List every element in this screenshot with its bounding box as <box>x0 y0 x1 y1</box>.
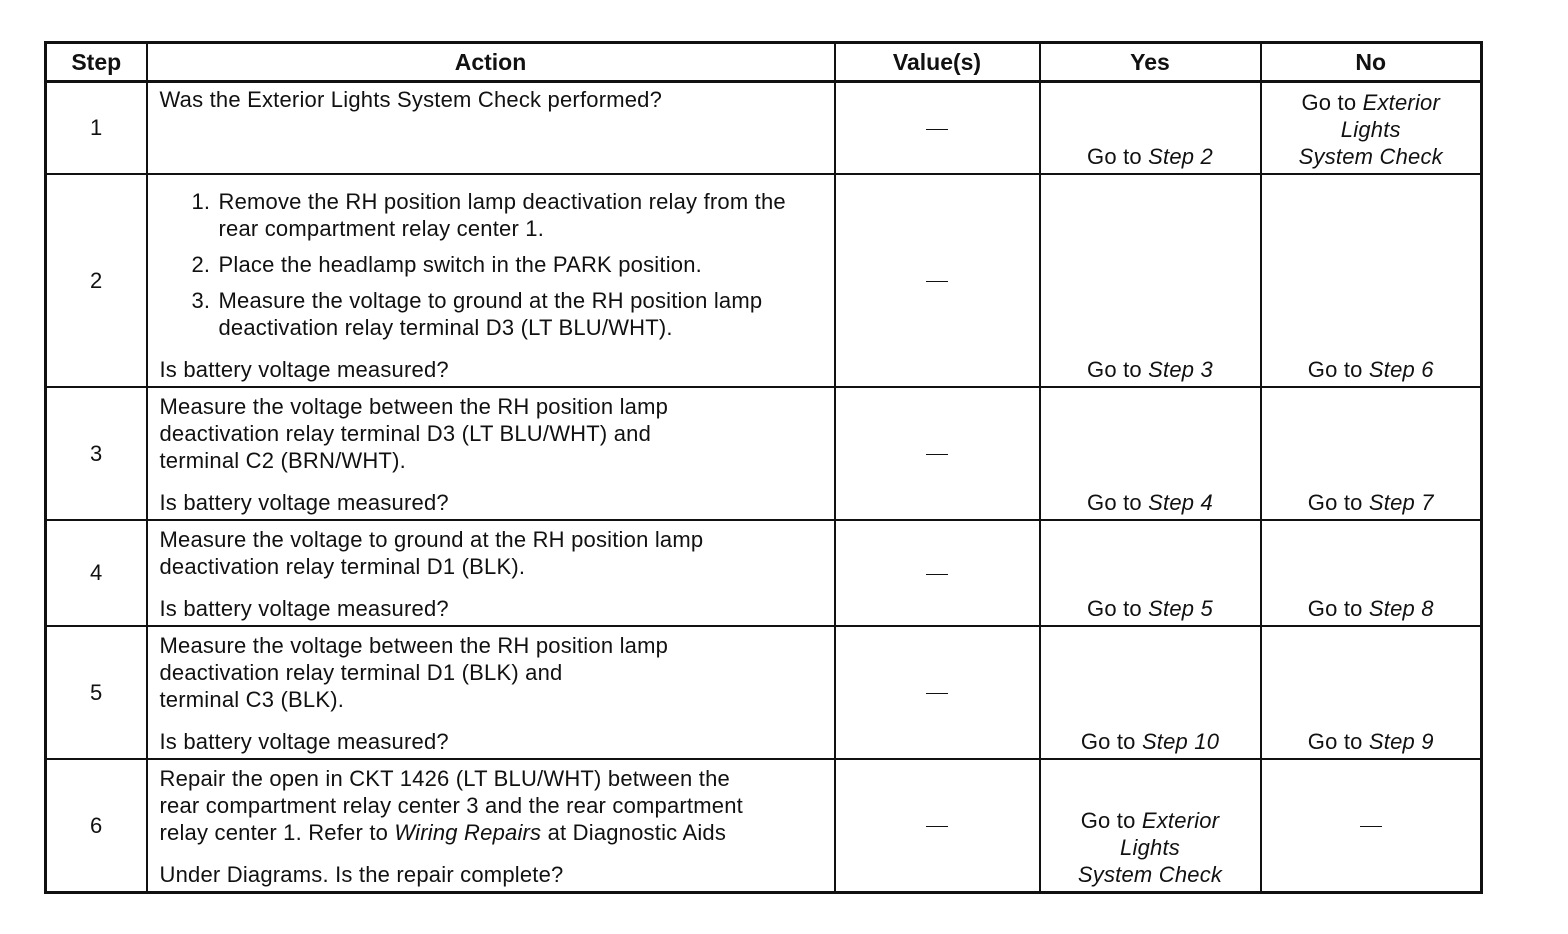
action-cell <box>147 759 835 893</box>
header-action: Action <box>147 43 835 82</box>
no-goto-target-line2[interactable]: Lights <box>1340 116 1401 142</box>
action-text-line: deactivation relay terminal D3 (LT BLU/WHT) and <box>159 420 652 446</box>
value-cell <box>835 520 1040 626</box>
step-number: 3 <box>46 387 147 520</box>
no-cell <box>1261 520 1482 626</box>
table-row-step-3 <box>46 387 1482 520</box>
action-text-fragment: at Diagnostic Aids <box>547 819 727 845</box>
table-row-step-4 <box>46 520 1482 626</box>
action-cell <box>147 82 835 174</box>
yes-cell <box>1040 626 1261 759</box>
action-cell <box>147 387 835 520</box>
em-dash <box>926 281 948 282</box>
value-cell <box>835 626 1040 759</box>
yes-cell <box>1040 82 1261 174</box>
em-dash <box>926 129 948 130</box>
yes-goto-prefix: Go to <box>1087 143 1142 169</box>
action-text-line: deactivation relay terminal D1 (BLK). <box>159 553 526 579</box>
header-step: Step <box>46 43 147 82</box>
value-cell <box>835 759 1040 893</box>
action-cell <box>147 626 835 759</box>
wiring-repairs-link[interactable]: Wiring Repairs <box>394 819 542 845</box>
no-goto-prefix: Go to <box>1307 489 1363 515</box>
step-number: 6 <box>46 759 147 893</box>
action-question: Is battery voltage measured? <box>159 356 449 382</box>
action-step-item: 2. Place the headlamp switch in the PARK position. <box>217 251 824 278</box>
yes-goto-target[interactable]: Step 5 <box>1148 595 1213 621</box>
action-text-line: rear compartment relay center 3 and the rear compartment <box>159 792 743 818</box>
em-dash <box>1360 826 1382 827</box>
yes-goto-target-line1[interactable]: Exterior <box>1141 807 1220 833</box>
action-text-line: Repair the open in CKT 1426 (LT BLU/WHT) between the <box>159 765 730 791</box>
action-text-line: terminal C3 (BLK). <box>159 686 345 712</box>
table-row-step-2 <box>46 174 1482 387</box>
yes-goto-prefix: Go to <box>1087 595 1142 621</box>
no-goto-prefix: Go to <box>1307 356 1363 382</box>
action-question: Is battery voltage measured? <box>159 728 449 754</box>
action-text-fragment: relay center 1. Refer to <box>159 819 389 845</box>
table-row-step-6 <box>46 759 1482 893</box>
yes-goto-prefix: Go to <box>1080 728 1136 754</box>
step-number: 4 <box>46 520 147 626</box>
table-row-step-1 <box>46 82 1482 174</box>
action-text-line: Measure the voltage between the RH position lamp <box>159 632 669 658</box>
no-goto-target[interactable]: Step 7 <box>1368 489 1434 515</box>
no-cell <box>1261 387 1482 520</box>
no-goto-prefix: Go to <box>1307 728 1363 754</box>
yes-goto-target-line2[interactable]: Lights <box>1120 834 1180 860</box>
no-cell <box>1261 174 1482 387</box>
yes-goto-target[interactable]: Step 4 <box>1148 489 1213 515</box>
action-text-line: deactivation relay terminal D1 (BLK) and <box>159 659 563 685</box>
value-cell <box>835 387 1040 520</box>
diagnostic-table <box>44 41 1483 894</box>
yes-goto-target[interactable]: Step 2 <box>1148 143 1213 169</box>
no-goto-prefix: Go to <box>1307 595 1363 621</box>
yes-goto-prefix: Go to <box>1087 356 1142 382</box>
action-question: Is battery voltage measured? <box>159 595 449 621</box>
header-values: Value(s) <box>835 43 1040 82</box>
em-dash <box>926 454 948 455</box>
step-number: 1 <box>46 82 147 174</box>
em-dash <box>926 693 948 694</box>
no-goto-target[interactable]: Step 6 <box>1368 356 1434 382</box>
yes-goto-prefix: Go to <box>1080 807 1136 833</box>
action-text: Was the Exterior Lights System Check performed? <box>159 87 663 112</box>
action-question: Under Diagrams. Is the repair complete? <box>159 861 564 887</box>
no-cell <box>1261 626 1482 759</box>
value-cell <box>835 82 1040 174</box>
yes-goto-target[interactable]: Step 3 <box>1148 356 1213 382</box>
yes-cell <box>1040 520 1261 626</box>
em-dash <box>926 826 948 827</box>
action-step-item: 3. Measure the voltage to ground at the RH position lamp deactivation relay terminal D3 (LT BLU/WHT). <box>217 287 824 341</box>
action-text-line: terminal C2 (BRN/WHT). <box>159 447 406 473</box>
no-goto-prefix: Go to <box>1301 89 1357 115</box>
no-goto-target[interactable]: Step 8 <box>1368 595 1434 621</box>
action-cell <box>147 520 835 626</box>
yes-goto-prefix: Go to <box>1087 489 1142 515</box>
yes-cell <box>1040 387 1261 520</box>
action-text-line: Measure the voltage to ground at the RH position lamp <box>159 526 704 552</box>
step-number: 5 <box>46 626 147 759</box>
yes-goto-target-line3[interactable]: System Check <box>1077 861 1223 887</box>
value-cell <box>835 174 1040 387</box>
header-no: No <box>1261 43 1482 82</box>
yes-cell <box>1040 759 1261 893</box>
header-yes: Yes <box>1040 43 1261 82</box>
no-goto-target[interactable]: Step 9 <box>1368 728 1434 754</box>
yes-goto-target[interactable]: Step 10 <box>1141 728 1220 754</box>
step-number: 2 <box>46 174 147 387</box>
action-text-line <box>160 819 824 846</box>
em-dash <box>926 574 948 575</box>
header-row <box>46 43 1482 82</box>
no-cell <box>1261 759 1482 893</box>
no-goto-target-line3[interactable]: System Check <box>1298 143 1443 169</box>
no-cell <box>1261 82 1482 174</box>
no-goto-target-line1[interactable]: Exterior <box>1362 89 1441 115</box>
action-step-item: 1. Remove the RH position lamp deactivation relay from the rear compartment relay center 1. <box>217 188 824 242</box>
table-row-step-5 <box>46 626 1482 759</box>
action-question: Is battery voltage measured? <box>159 489 449 515</box>
action-text-line: Measure the voltage between the RH position lamp <box>159 393 669 419</box>
yes-cell <box>1040 174 1261 387</box>
action-cell <box>147 174 835 387</box>
action-step-list <box>160 188 824 341</box>
